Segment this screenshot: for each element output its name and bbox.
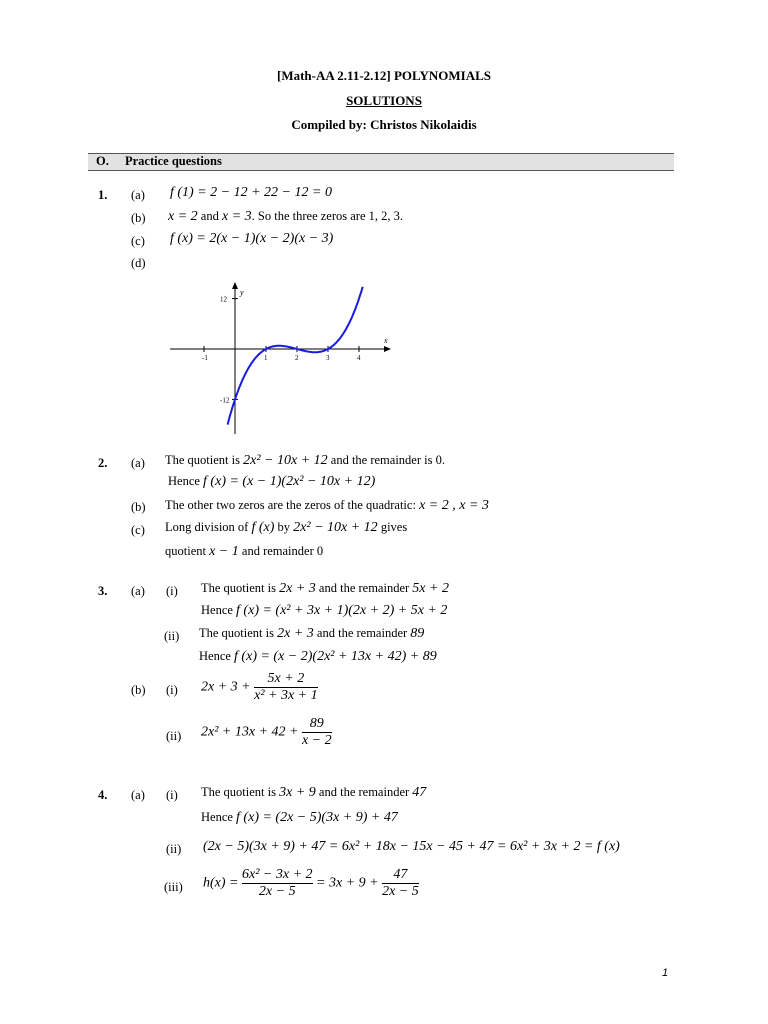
text: and remainder 0 [241,544,324,558]
q4ai-line2 [201,810,398,826]
x-tick-label: 1 [264,354,268,362]
math: x = 2 [168,209,198,224]
math: 5x + 2 [412,581,449,596]
q4aii-math: (2x − 5)(3x + 9) + 47 = 6x² + 18x − 15x − 45 + 47 = 6x² + 3x + 2 = f (x) [203,839,620,854]
part-label: (a) [131,584,145,598]
q1a-math: f (1) = 2 − 12 + 22 − 12 = 0 [170,185,332,200]
part-label: (b) [131,683,146,697]
math: f (x) [251,520,275,535]
q2c-line2 [165,544,323,560]
text: Hence [199,649,231,663]
question-number-4: 4. [98,788,108,802]
q2a-line2 [168,474,375,490]
math: f (x) = (x − 1)(2x² − 10x + 12) [203,474,376,489]
text: The quotient is [199,626,274,640]
math: x = 3 [221,209,252,224]
q3aii-line1 [199,626,424,642]
text: by [277,520,291,534]
text: and [200,209,219,223]
q3ai-line1 [201,581,449,597]
section-header [88,153,674,171]
text: . So the three zeros are 1, 2, 3. [251,209,403,223]
q1b-text [168,209,403,225]
math: x − 1 [209,544,239,559]
x-axis-label: x [384,336,388,345]
part-label: (b) [131,500,146,514]
y-tick-label: -12 [220,396,230,405]
math: 3x + 9 [279,785,316,800]
text: gives [380,520,408,534]
q3bii-expression [201,716,332,749]
math: 47 [412,785,427,800]
q2b-line [165,498,489,514]
text: Hence [201,603,233,617]
text: The quotient is [201,785,276,799]
subtitle-text: SOLUTIONS [346,93,422,108]
x-tick-label: 2 [295,354,299,362]
math: x = 2 , x = 3 [419,498,489,513]
denominator: 2x − 5 [382,884,419,899]
subpart-label: (i) [166,683,178,697]
x-tick-label: 4 [357,354,361,362]
denominator: x − 2 [301,733,332,748]
fraction [242,867,313,900]
math: f (x) = (2x − 5)(3x + 9) + 47 [236,810,398,825]
question-number-2: 2. [98,456,108,470]
axis-ticks [202,296,361,405]
text: Hence [201,810,233,824]
subpart-label: (i) [166,788,178,802]
section-title: Practice questions [125,154,222,168]
author-line: Compiled by: Christos Nikolaidis [291,117,477,132]
q3ai-line2 [201,603,447,619]
math: 2x² + 13x + 42 + [201,724,299,740]
x-tick-label: -1 [202,354,208,362]
q2a-line1 [165,453,445,469]
q1c-math: f (x) = 2(x − 1)(x − 2)(x − 3) [170,231,334,246]
subpart-label: (ii) [166,842,182,856]
math: f (x) = (x − 2)(2x² + 13x + 42) + 89 [234,649,437,664]
text: The other two zeros are the zeros of the quadratic: [165,498,416,512]
fraction [382,867,419,900]
cubic-graph [160,278,400,438]
section-letter: O. [96,154,109,168]
numerator: 89 [309,716,324,731]
x-axis-arrow [384,346,391,352]
part-label: (a) [131,188,145,202]
text: The quotient is [165,453,240,467]
text: and the remainder is 0. [330,453,445,467]
math: 2x + 3 [277,626,314,641]
numerator: 5x + 2 [267,671,305,686]
math: = 3x + 9 + [316,875,379,891]
document-title: [Math-AA 2.11-2.12] POLYNOMIALS [276,68,492,83]
text: Hence [168,474,200,488]
part-label: (a) [131,456,145,470]
fraction [302,716,332,749]
math: h(x) = [203,875,239,891]
subpart-label: (i) [166,584,178,598]
text: and the remainder [318,785,410,799]
q4ai-line1 [201,785,426,801]
y-tick-label: 12 [220,295,227,304]
part-label: (c) [131,234,145,248]
math: 2x + 3 [279,581,316,596]
subpart-label: (iii) [164,880,183,894]
math: 89 [410,626,425,641]
part-label: (c) [131,523,145,537]
text: The quotient is [201,581,276,595]
q4aiii-expression [203,867,419,900]
q2c-line1 [165,520,407,536]
text: and the remainder [316,626,408,640]
text: and the remainder [318,581,410,595]
numerator: 47 [393,867,408,882]
subpart-label: (ii) [164,629,180,643]
subpart-label: (ii) [166,729,182,743]
fraction [254,671,318,704]
math: 2x² − 10x + 12 [293,520,378,535]
y-axis-label: y [240,288,244,297]
question-number-3: 3. [98,584,108,598]
math: 2x + 3 + [201,679,251,695]
math: f (x) = (x² + 3x + 1)(2x + 2) + 5x + 2 [236,603,448,618]
part-label: (b) [131,211,146,225]
denominator: 2x − 5 [242,883,313,900]
document-subtitle [0,93,768,109]
numerator: 6x² − 3x + 2 [242,867,313,882]
math: 2x² − 10x + 12 [243,453,328,468]
question-number-1: 1. [98,188,108,202]
y-axis-arrow [232,282,238,289]
q3aii-line2 [199,649,437,665]
q3bi-expression [201,671,318,704]
text: quotient [165,544,206,558]
x-tick-label: 3 [326,354,330,362]
part-label: (d) [131,256,146,270]
part-label: (a) [131,788,145,802]
text: Long division of [165,520,249,534]
denominator: x² + 3x + 1 [254,688,318,703]
page-number: 1 [662,967,669,979]
